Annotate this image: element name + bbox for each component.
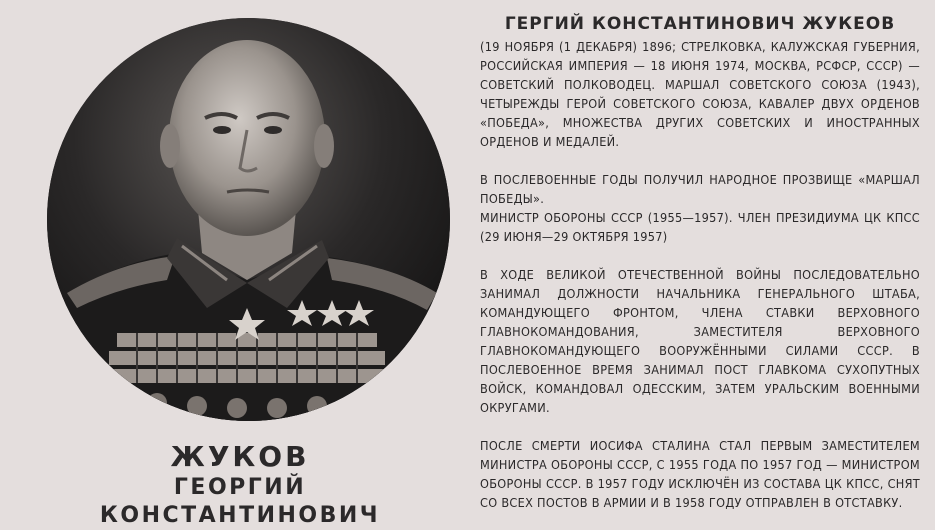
bio-paragraph-5: ПОСЛЕ СМЕРТИ ИОСИФА СТАЛИНА СТАЛ ПЕРВЫМ ЗАМЕСТИТЕЛЕМ МИНИСТРА ОБОРОНЫ СССР, С 1955 ГОДА ПО 1957 ГОД — МИНИСТРОМ ОБОРОНЫ СССР. В 1957 ГОДУ ИСКЛЮЧЁН ИЗ СОСТАВА ЦК КПСС, СНЯТ СО ВСЕХ ПОСТОВ В АРМИИ И В 1958 ГОДУ ОТПРАВЛЕН В ОТСТАВКУ. <box>480 438 920 510</box>
bio-paragraph-3: МИНИСТР ОБОРОНЫ СССР (1955—1957). ЧЛЕН ПРЕЗИДИУМА ЦК КПСС (29 ИЮНЯ—29 ОКТЯБРЯ 1957) <box>480 210 920 244</box>
bio-paragraph-1: (19 НОЯБРЯ (1 ДЕКАБРЯ) 1896; СТРЕЛКОВКА, КАЛУЖСКАЯ ГУБЕРНИЯ, РОССИЙСКАЯ ИМПЕРИЯ — 18 ИЮНЯ 1974, МОСКВА, РСФСР, СССР) — СОВЕТСКИЙ ПОЛКОВОДЕЦ. МАРШАЛ СОВЕТСКОГО СОЮЗА (1943), ЧЕТЫРЕЖДЫ ГЕРОЙ СОВЕТСКОГО СОЮЗА, КАВАЛЕР ДВУХ ОРДЕНОВ «ПОБЕДА», МНОЖЕСТВА ДРУГИХ СОВЕТСКИХ И ИНОСТРАННЫХ ОРДЕНОВ И МЕДАЛЕЙ. <box>480 39 920 149</box>
given-names: ГЕОРГИЙ КОНСТАНТИНОВИЧ <box>99 475 381 528</box>
name-block <box>40 440 440 530</box>
biography <box>480 12 920 512</box>
bio-paragraph-4: В ХОДЕ ВЕЛИКОЙ ОТЕЧЕСТВЕННОЙ ВОЙНЫ ПОСЛЕДОВАТЕЛЬНО ЗАНИМАЛ ДОЛЖНОСТИ НАЧАЛЬНИКА ГЕНЕРАЛЬНОГО ШТАБА, КОМАНДУЮЩЕГО ФРОНТОМ, ЧЛЕНА СТАВКИ ВЕРХОВНОГО ГЛАВНОКОМАНДОВАНИЯ, ЗАМЕСТИТЕЛЯ ВЕРХОВНОГО ГЛАВНОКОМАНДУЮЩЕГО ВООРУЖЁННЫМИ СИЛАМИ СССР. В ПОСЛЕВОЕННОЕ ВРЕМЯ ЗАНИМАЛ ПОСТ ГЛАВКОМА СУХОПУТНЫХ ВОЙСК, КОМАНДОВАЛ ОДЕССКИМ, ЗАТЕМ УРАЛЬСКИМ ВОЕННЫМИ ОКРУГАМИ. <box>480 267 920 415</box>
bio-title: ГЕРГИЙ КОНСТАНТИНОВИЧ ЖУКЕОВ <box>504 14 896 34</box>
bio-paragraph-2: В ПОСЛЕВОЕННЫЕ ГОДЫ ПОЛУЧИЛ НАРОДНОЕ ПРОЗВИЩЕ «МАРШАЛ ПОБЕДЫ». <box>480 172 920 206</box>
portrait-illustration <box>47 18 450 421</box>
portrait-photo-icon <box>47 18 450 421</box>
surname: ЖУКОВ <box>170 440 310 473</box>
